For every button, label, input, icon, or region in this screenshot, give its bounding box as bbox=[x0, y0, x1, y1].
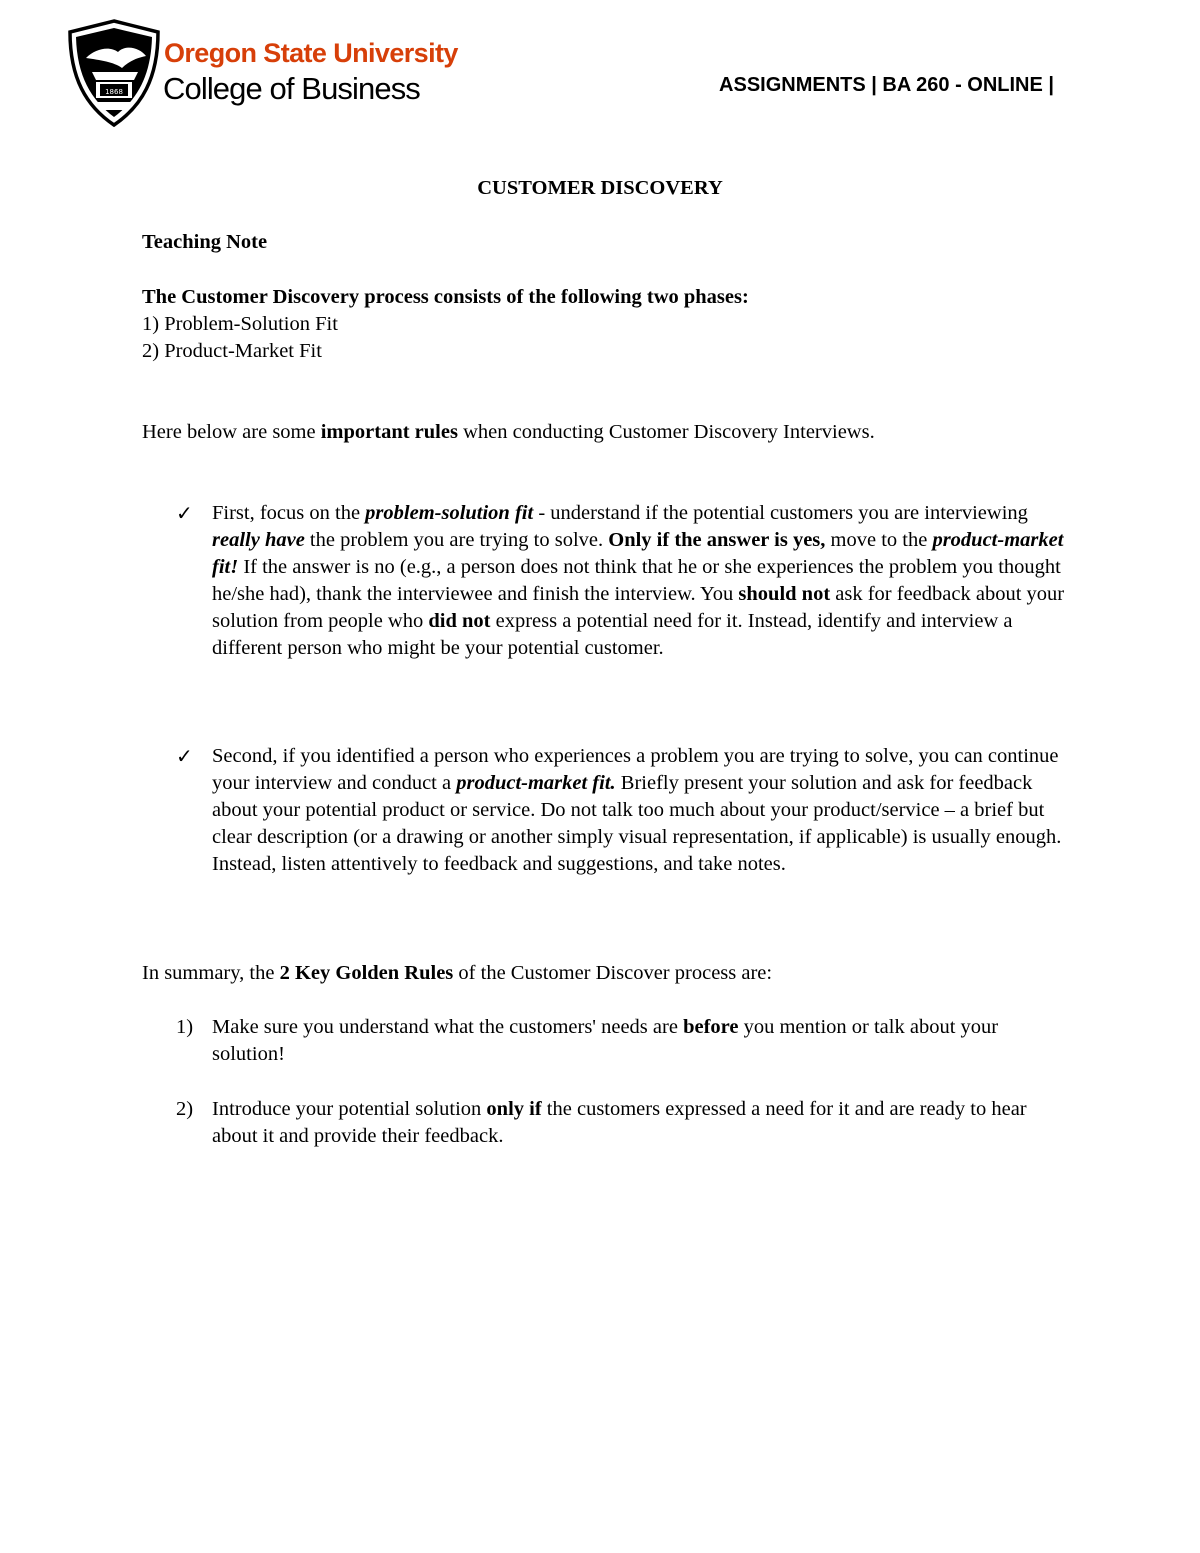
rules-intro: Here below are some important rules when conducting Customer Discovery Interviews. bbox=[142, 421, 875, 443]
svg-text:1868: 1868 bbox=[105, 88, 123, 96]
phase-item-1: 1) Problem-Solution Fit bbox=[142, 313, 338, 335]
header-course-label: ASSIGNMENTS | BA 260 - ONLINE | bbox=[719, 74, 1054, 96]
golden-rule-number-1: 1) bbox=[176, 1016, 194, 1038]
golden-rule-number-2: 2) bbox=[176, 1098, 194, 1120]
checkmark-icon: ✓ bbox=[176, 744, 193, 768]
document-title: CUSTOMER DISCOVERY bbox=[477, 177, 723, 199]
document-subtitle: Teaching Note bbox=[142, 231, 268, 253]
golden-rule-2: Introduce your potential solution only if the customers expressed a need for it and are ready to hear about it and provide their feedback. bbox=[212, 1098, 1027, 1147]
phase-item-2: 2) Product-Market Fit bbox=[142, 340, 322, 362]
bullet-paragraph-2: Second, if you identified a person who experiences a problem you are trying to solve, you can continue your interview and conduct a product-market fit. Briefly present your solution and ask for feedback about your potential product or service. Do not talk too much about your product/service – a brief but clear description (or a drawing or another simply visual representation, if applicable) is usually enough. Instead, listen attentively to feedback and suggestions, and take notes. bbox=[212, 745, 1062, 875]
golden-rule-1: Make sure you understand what the customers' needs are before you mention or talk about your solution! bbox=[212, 1016, 999, 1065]
brand-college-name: College of Business bbox=[163, 71, 420, 106]
bullet-paragraph-1: First, focus on the problem-solution fit - understand if the potential customers you are interviewing really have the problem you are trying to solve. Only if the answer is yes, move to the product-market fit! If the answer is no (e.g., a person does not think that he or she experiences the problem you thought he/she had), thank the interviewee and finish the interview. You should not ask for feedback about your solution from people who did not express a potential need for it. Instead, identify and interview a different person who might be your potential customer. bbox=[212, 502, 1065, 659]
phases-heading: The Customer Discovery process consists of the following two phases: bbox=[142, 286, 749, 308]
checkmark-icon: ✓ bbox=[176, 501, 193, 525]
brand-university-name: Oregon State University bbox=[164, 38, 458, 68]
summary-line: In summary, the 2 Key Golden Rules of the Customer Discover process are: bbox=[142, 962, 773, 984]
osu-beaver-shield-icon bbox=[66, 18, 162, 128]
